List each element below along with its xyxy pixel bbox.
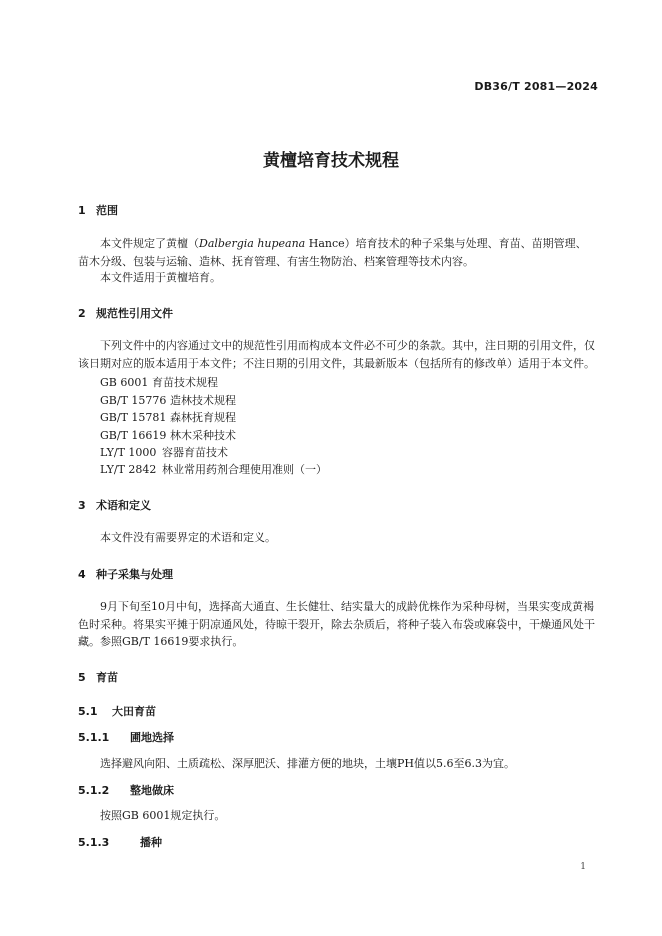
latin-name: Dalbergia hupeana	[199, 237, 306, 250]
reference-item	[100, 461, 327, 477]
paragraph-line: 选择避风向阳、土质疏松、深厚肥沃、排灌方便的地块，土壤PH值以5.6至6.3为宜。	[100, 757, 515, 770]
section-title: 种子采集与处理	[96, 568, 173, 581]
reference-code: LY/T 1000	[100, 446, 157, 459]
section-1-paragraph-2	[78, 269, 598, 287]
paragraph-line: 9月下旬至10月中旬，选择高大通直、生长健壮、结实量大的成龄优株作为采种母树，当果实变成黄褐	[100, 600, 594, 613]
reference-code: GB 6001	[100, 376, 149, 389]
section-1-paragraph-1	[78, 235, 598, 270]
reference-name: 容器育苗技术	[162, 446, 228, 459]
section-3-paragraph-1	[78, 529, 598, 547]
reference-item	[100, 444, 228, 460]
reference-code: GB/T 15776	[100, 394, 167, 407]
section-title: 育苗	[96, 671, 118, 684]
section-5-1-1-paragraph-1	[78, 755, 598, 773]
reference-code: LY/T 2842	[100, 463, 157, 476]
section-title: 大田育苗	[112, 705, 156, 718]
section-5-heading	[78, 669, 118, 685]
section-5-1-2-paragraph-1	[78, 807, 598, 825]
section-5-1-2-heading	[78, 782, 174, 798]
reference-name: 林木采种技术	[170, 429, 236, 442]
section-2-heading	[78, 305, 173, 321]
paragraph-line	[78, 235, 598, 253]
paragraph-line: 本文件没有需要界定的术语和定义。	[100, 531, 276, 544]
section-number: 5.1.2	[78, 784, 110, 797]
section-number: 1	[78, 204, 86, 217]
paragraph-line: 该日期对应的版本适用于本文件；不注日期的引用文件，其最新版本（包括所有的修改单）适用于本文件。	[78, 356, 595, 370]
document-code: DB36/T 2081—2024	[474, 80, 598, 93]
section-3-heading	[78, 497, 151, 513]
reference-code: GB/T 16619	[100, 429, 167, 442]
section-4-paragraph-1	[78, 598, 598, 651]
paragraph-line: 藏。参照GB/T 16619要求执行。	[78, 635, 244, 648]
reference-item	[100, 392, 236, 408]
document-title: 黄檀培育技术规程	[263, 151, 399, 171]
reference-item	[100, 427, 236, 443]
section-5-1-heading	[78, 703, 156, 719]
reference-item	[100, 374, 218, 390]
section-title: 范围	[96, 204, 118, 217]
section-2-paragraph-1	[78, 337, 598, 372]
section-title: 圃地选择	[130, 731, 174, 744]
paragraph-line: 色时采种。将果实平摊于阴凉通风处，待晾干裂开，除去杂质后，将种子装入布袋或麻袋中，干燥通风处干	[78, 617, 595, 631]
text-run: 本文件规定了黄檀（	[100, 237, 199, 250]
section-5-1-3-heading	[78, 834, 162, 850]
text-run: Hance）培育技术的种子采集与处理、育苗、苗期管理、	[305, 237, 587, 250]
reference-name: 育苗技术规程	[152, 376, 218, 389]
section-number: 2	[78, 307, 86, 320]
section-title: 整地做床	[130, 784, 174, 797]
reference-name: 造林技术规程	[170, 394, 236, 407]
section-title: 规范性引用文件	[96, 307, 173, 320]
reference-name: 林业常用药剂合理使用准则（一）	[162, 463, 327, 476]
paragraph-line: 苗木分级、包装与运输、造林、抚育管理、有害生物防治、档案管理等技术内容。	[78, 254, 474, 268]
section-number: 5.1	[78, 705, 98, 718]
reference-name: 森林抚育规程	[170, 411, 236, 424]
section-number: 5.1.1	[78, 731, 110, 744]
section-title: 术语和定义	[96, 499, 151, 512]
section-title: 播种	[140, 836, 162, 849]
section-5-1-1-heading	[78, 729, 174, 745]
paragraph-line: 本文件适用于黄檀培育。	[100, 271, 221, 284]
section-number: 5	[78, 671, 86, 684]
section-number: 5.1.3	[78, 836, 110, 849]
reference-item	[100, 409, 236, 425]
section-number: 3	[78, 499, 86, 512]
paragraph-line: 按照GB 6001规定执行。	[100, 809, 226, 822]
section-number: 4	[78, 568, 86, 581]
paragraph-line: 下列文件中的内容通过文中的规范性引用而构成本文件必不可少的条款。其中，注日期的引用文件，仅	[100, 339, 595, 352]
page-number: 1	[580, 862, 586, 872]
section-1-heading	[78, 202, 118, 218]
reference-code: GB/T 15781	[100, 411, 167, 424]
section-4-heading	[78, 566, 173, 582]
